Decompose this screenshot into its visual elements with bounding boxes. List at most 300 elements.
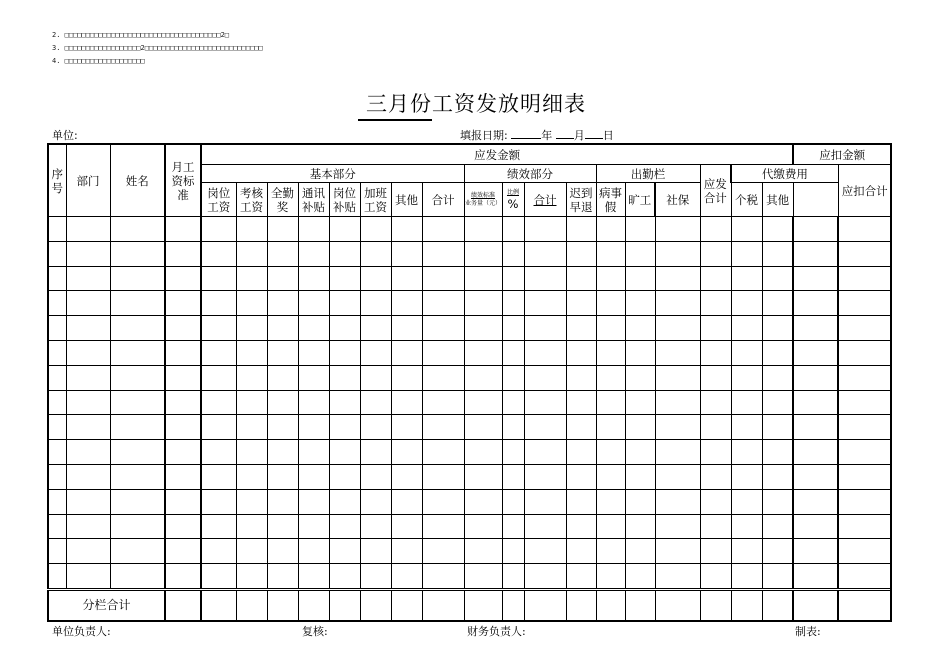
table-cell[interactable]: [391, 291, 422, 316]
summary-cell[interactable]: [793, 589, 838, 621]
table-cell[interactable]: [165, 316, 201, 341]
table-cell[interactable]: [596, 291, 625, 316]
table-cell[interactable]: [201, 489, 236, 514]
table-cell[interactable]: [48, 564, 66, 590]
table-cell[interactable]: [625, 564, 655, 590]
table-cell[interactable]: [422, 539, 464, 564]
table-cell[interactable]: [700, 564, 731, 590]
table-cell[interactable]: [267, 365, 298, 390]
table-cell[interactable]: [360, 489, 391, 514]
table-cell[interactable]: [48, 316, 66, 341]
table-cell[interactable]: [66, 539, 110, 564]
summary-cell[interactable]: [762, 589, 793, 621]
table-cell[interactable]: [700, 291, 731, 316]
table-cell[interactable]: [267, 514, 298, 539]
table-cell[interactable]: [625, 390, 655, 415]
table-cell[interactable]: [838, 340, 891, 365]
table-cell[interactable]: [201, 291, 236, 316]
table-cell[interactable]: [110, 539, 165, 564]
table-cell[interactable]: [267, 340, 298, 365]
table-cell[interactable]: [793, 365, 838, 390]
table-cell[interactable]: [655, 564, 700, 590]
table-cell[interactable]: [110, 291, 165, 316]
table-cell[interactable]: [66, 340, 110, 365]
table-cell[interactable]: [524, 440, 566, 465]
table-cell[interactable]: [464, 564, 502, 590]
table-cell[interactable]: [793, 241, 838, 266]
table-cell[interactable]: [700, 217, 731, 242]
table-cell[interactable]: [165, 539, 201, 564]
table-cell[interactable]: [566, 464, 596, 489]
table-cell[interactable]: [731, 440, 762, 465]
table-cell[interactable]: [329, 217, 360, 242]
table-cell[interactable]: [524, 241, 566, 266]
table-cell[interactable]: [267, 464, 298, 489]
table-cell[interactable]: [596, 316, 625, 341]
table-cell[interactable]: [298, 440, 329, 465]
table-cell[interactable]: [524, 390, 566, 415]
table-cell[interactable]: [298, 539, 329, 564]
table-cell[interactable]: [566, 241, 596, 266]
table-cell[interactable]: [110, 464, 165, 489]
table-cell[interactable]: [201, 217, 236, 242]
table-cell[interactable]: [360, 464, 391, 489]
table-cell[interactable]: [762, 489, 793, 514]
table-cell[interactable]: [391, 489, 422, 514]
table-cell[interactable]: [464, 514, 502, 539]
table-cell[interactable]: [596, 564, 625, 590]
table-cell[interactable]: [236, 415, 267, 440]
table-cell[interactable]: [524, 539, 566, 564]
table-cell[interactable]: [700, 316, 731, 341]
table-cell[interactable]: [201, 365, 236, 390]
table-cell[interactable]: [298, 266, 329, 291]
summary-cell[interactable]: [566, 589, 596, 621]
table-cell[interactable]: [524, 464, 566, 489]
table-cell[interactable]: [165, 440, 201, 465]
table-cell[interactable]: [838, 440, 891, 465]
table-cell[interactable]: [731, 266, 762, 291]
table-cell[interactable]: [464, 440, 502, 465]
table-cell[interactable]: [329, 316, 360, 341]
table-cell[interactable]: [201, 564, 236, 590]
table-cell[interactable]: [700, 365, 731, 390]
table-cell[interactable]: [731, 340, 762, 365]
table-cell[interactable]: [700, 266, 731, 291]
table-cell[interactable]: [625, 266, 655, 291]
table-cell[interactable]: [236, 340, 267, 365]
table-cell[interactable]: [655, 316, 700, 341]
table-cell[interactable]: [524, 340, 566, 365]
table-cell[interactable]: [66, 514, 110, 539]
table-cell[interactable]: [700, 539, 731, 564]
table-cell[interactable]: [524, 489, 566, 514]
table-cell[interactable]: [298, 415, 329, 440]
table-cell[interactable]: [422, 241, 464, 266]
table-cell[interactable]: [838, 489, 891, 514]
year-blank[interactable]: [511, 128, 541, 139]
table-cell[interactable]: [566, 564, 596, 590]
table-cell[interactable]: [66, 241, 110, 266]
table-cell[interactable]: [329, 365, 360, 390]
table-cell[interactable]: [793, 340, 838, 365]
table-cell[interactable]: [762, 316, 793, 341]
table-cell[interactable]: [165, 464, 201, 489]
table-cell[interactable]: [838, 365, 891, 390]
table-cell[interactable]: [165, 291, 201, 316]
table-cell[interactable]: [329, 390, 360, 415]
table-cell[interactable]: [422, 316, 464, 341]
table-cell[interactable]: [464, 464, 502, 489]
table-cell[interactable]: [566, 489, 596, 514]
summary-cell[interactable]: [625, 589, 655, 621]
table-cell[interactable]: [391, 440, 422, 465]
table-cell[interactable]: [391, 415, 422, 440]
table-cell[interactable]: [110, 217, 165, 242]
table-cell[interactable]: [793, 489, 838, 514]
table-cell[interactable]: [391, 539, 422, 564]
table-cell[interactable]: [464, 539, 502, 564]
table-cell[interactable]: [236, 217, 267, 242]
table-cell[interactable]: [731, 390, 762, 415]
table-cell[interactable]: [267, 415, 298, 440]
table-cell[interactable]: [66, 266, 110, 291]
summary-cell[interactable]: [267, 589, 298, 621]
table-cell[interactable]: [762, 415, 793, 440]
table-cell[interactable]: [502, 291, 524, 316]
table-cell[interactable]: [110, 316, 165, 341]
table-cell[interactable]: [502, 266, 524, 291]
table-cell[interactable]: [329, 489, 360, 514]
table-cell[interactable]: [700, 514, 731, 539]
table-cell[interactable]: [700, 440, 731, 465]
table-cell[interactable]: [360, 440, 391, 465]
table-cell[interactable]: [236, 241, 267, 266]
table-cell[interactable]: [502, 539, 524, 564]
table-cell[interactable]: [165, 415, 201, 440]
table-cell[interactable]: [762, 539, 793, 564]
table-cell[interactable]: [360, 365, 391, 390]
table-cell[interactable]: [422, 440, 464, 465]
table-cell[interactable]: [360, 291, 391, 316]
summary-cell[interactable]: [201, 589, 236, 621]
table-cell[interactable]: [838, 217, 891, 242]
table-cell[interactable]: [391, 266, 422, 291]
table-cell[interactable]: [502, 340, 524, 365]
table-cell[interactable]: [236, 514, 267, 539]
table-cell[interactable]: [762, 266, 793, 291]
table-cell[interactable]: [422, 291, 464, 316]
table-cell[interactable]: [464, 489, 502, 514]
table-cell[interactable]: [236, 316, 267, 341]
table-cell[interactable]: [731, 464, 762, 489]
table-cell[interactable]: [655, 241, 700, 266]
table-cell[interactable]: [110, 514, 165, 539]
table-cell[interactable]: [838, 291, 891, 316]
table-cell[interactable]: [596, 489, 625, 514]
table-cell[interactable]: [700, 489, 731, 514]
day-blank[interactable]: [585, 128, 603, 139]
table-cell[interactable]: [464, 266, 502, 291]
table-cell[interactable]: [596, 539, 625, 564]
table-cell[interactable]: [838, 415, 891, 440]
table-cell[interactable]: [48, 266, 66, 291]
table-cell[interactable]: [236, 266, 267, 291]
table-cell[interactable]: [48, 440, 66, 465]
table-cell[interactable]: [201, 241, 236, 266]
table-cell[interactable]: [464, 316, 502, 341]
table-cell[interactable]: [329, 440, 360, 465]
table-cell[interactable]: [762, 564, 793, 590]
table-cell[interactable]: [165, 217, 201, 242]
table-cell[interactable]: [48, 539, 66, 564]
summary-cell[interactable]: [700, 589, 731, 621]
table-cell[interactable]: [391, 390, 422, 415]
table-cell[interactable]: [110, 390, 165, 415]
summary-cell[interactable]: [655, 589, 700, 621]
table-cell[interactable]: [762, 390, 793, 415]
table-cell[interactable]: [566, 316, 596, 341]
table-cell[interactable]: [165, 390, 201, 415]
table-cell[interactable]: [502, 514, 524, 539]
table-cell[interactable]: [762, 291, 793, 316]
table-cell[interactable]: [201, 415, 236, 440]
table-cell[interactable]: [267, 489, 298, 514]
table-cell[interactable]: [298, 464, 329, 489]
table-cell[interactable]: [502, 464, 524, 489]
table-cell[interactable]: [422, 464, 464, 489]
table-cell[interactable]: [596, 217, 625, 242]
table-cell[interactable]: [625, 489, 655, 514]
table-cell[interactable]: [731, 489, 762, 514]
table-cell[interactable]: [625, 514, 655, 539]
table-cell[interactable]: [298, 241, 329, 266]
table-cell[interactable]: [502, 365, 524, 390]
table-cell[interactable]: [731, 514, 762, 539]
table-cell[interactable]: [267, 539, 298, 564]
table-cell[interactable]: [66, 291, 110, 316]
summary-cell[interactable]: [596, 589, 625, 621]
table-cell[interactable]: [329, 464, 360, 489]
table-cell[interactable]: [838, 464, 891, 489]
table-cell[interactable]: [566, 365, 596, 390]
table-cell[interactable]: [566, 266, 596, 291]
table-cell[interactable]: [655, 365, 700, 390]
table-cell[interactable]: [165, 489, 201, 514]
table-cell[interactable]: [236, 564, 267, 590]
table-cell[interactable]: [731, 217, 762, 242]
table-cell[interactable]: [655, 415, 700, 440]
table-cell[interactable]: [165, 365, 201, 390]
table-cell[interactable]: [524, 316, 566, 341]
table-cell[interactable]: [66, 464, 110, 489]
table-cell[interactable]: [236, 489, 267, 514]
table-cell[interactable]: [391, 564, 422, 590]
table-cell[interactable]: [464, 390, 502, 415]
table-cell[interactable]: [566, 514, 596, 539]
table-cell[interactable]: [360, 514, 391, 539]
table-cell[interactable]: [502, 390, 524, 415]
table-cell[interactable]: [267, 564, 298, 590]
table-cell[interactable]: [298, 489, 329, 514]
table-cell[interactable]: [391, 365, 422, 390]
table-cell[interactable]: [165, 340, 201, 365]
table-cell[interactable]: [360, 340, 391, 365]
table-cell[interactable]: [731, 564, 762, 590]
table-cell[interactable]: [793, 266, 838, 291]
table-cell[interactable]: [298, 514, 329, 539]
table-cell[interactable]: [464, 365, 502, 390]
table-cell[interactable]: [201, 390, 236, 415]
table-cell[interactable]: [236, 291, 267, 316]
table-cell[interactable]: [422, 365, 464, 390]
table-cell[interactable]: [48, 489, 66, 514]
table-cell[interactable]: [110, 489, 165, 514]
table-cell[interactable]: [66, 316, 110, 341]
table-cell[interactable]: [700, 415, 731, 440]
table-cell[interactable]: [329, 291, 360, 316]
table-cell[interactable]: [464, 291, 502, 316]
table-cell[interactable]: [731, 415, 762, 440]
table-cell[interactable]: [360, 266, 391, 291]
table-cell[interactable]: [566, 539, 596, 564]
table-cell[interactable]: [566, 440, 596, 465]
table-cell[interactable]: [360, 316, 391, 341]
table-cell[interactable]: [66, 217, 110, 242]
table-cell[interactable]: [838, 539, 891, 564]
table-cell[interactable]: [596, 340, 625, 365]
table-cell[interactable]: [566, 217, 596, 242]
table-cell[interactable]: [524, 564, 566, 590]
table-cell[interactable]: [566, 415, 596, 440]
table-cell[interactable]: [625, 217, 655, 242]
table-cell[interactable]: [793, 539, 838, 564]
summary-cell[interactable]: [329, 589, 360, 621]
table-cell[interactable]: [793, 390, 838, 415]
table-cell[interactable]: [731, 365, 762, 390]
table-cell[interactable]: [66, 415, 110, 440]
table-cell[interactable]: [267, 316, 298, 341]
summary-cell[interactable]: [360, 589, 391, 621]
table-cell[interactable]: [655, 340, 700, 365]
table-cell[interactable]: [422, 489, 464, 514]
table-cell[interactable]: [165, 514, 201, 539]
table-cell[interactable]: [110, 340, 165, 365]
table-cell[interactable]: [700, 340, 731, 365]
table-cell[interactable]: [838, 241, 891, 266]
table-cell[interactable]: [655, 390, 700, 415]
table-cell[interactable]: [298, 316, 329, 341]
table-cell[interactable]: [236, 390, 267, 415]
table-cell[interactable]: [762, 514, 793, 539]
table-cell[interactable]: [391, 217, 422, 242]
table-cell[interactable]: [66, 390, 110, 415]
table-cell[interactable]: [236, 365, 267, 390]
table-cell[interactable]: [502, 316, 524, 341]
summary-cell[interactable]: [391, 589, 422, 621]
table-cell[interactable]: [596, 514, 625, 539]
table-cell[interactable]: [655, 489, 700, 514]
table-cell[interactable]: [165, 564, 201, 590]
table-cell[interactable]: [201, 539, 236, 564]
table-cell[interactable]: [596, 241, 625, 266]
table-cell[interactable]: [360, 217, 391, 242]
summary-cell[interactable]: [524, 589, 566, 621]
table-cell[interactable]: [762, 365, 793, 390]
table-cell[interactable]: [596, 464, 625, 489]
table-cell[interactable]: [360, 415, 391, 440]
table-cell[interactable]: [731, 241, 762, 266]
table-cell[interactable]: [596, 415, 625, 440]
table-cell[interactable]: [360, 390, 391, 415]
table-cell[interactable]: [524, 514, 566, 539]
table-cell[interactable]: [329, 539, 360, 564]
table-cell[interactable]: [524, 415, 566, 440]
summary-cell[interactable]: [838, 589, 891, 621]
table-cell[interactable]: [201, 340, 236, 365]
table-cell[interactable]: [329, 564, 360, 590]
table-cell[interactable]: [596, 365, 625, 390]
table-cell[interactable]: [502, 241, 524, 266]
table-cell[interactable]: [66, 489, 110, 514]
summary-cell[interactable]: [298, 589, 329, 621]
table-cell[interactable]: [655, 539, 700, 564]
table-cell[interactable]: [731, 539, 762, 564]
table-cell[interactable]: [110, 440, 165, 465]
table-cell[interactable]: [48, 340, 66, 365]
table-cell[interactable]: [422, 514, 464, 539]
summary-cell[interactable]: [464, 589, 502, 621]
table-cell[interactable]: [793, 514, 838, 539]
table-cell[interactable]: [502, 564, 524, 590]
table-cell[interactable]: [48, 241, 66, 266]
table-cell[interactable]: [201, 316, 236, 341]
table-cell[interactable]: [793, 291, 838, 316]
month-blank[interactable]: [556, 128, 574, 139]
table-cell[interactable]: [329, 415, 360, 440]
table-cell[interactable]: [596, 440, 625, 465]
table-cell[interactable]: [524, 266, 566, 291]
table-cell[interactable]: [655, 217, 700, 242]
table-cell[interactable]: [596, 266, 625, 291]
table-cell[interactable]: [700, 390, 731, 415]
table-cell[interactable]: [422, 564, 464, 590]
table-cell[interactable]: [391, 340, 422, 365]
table-cell[interactable]: [329, 266, 360, 291]
table-cell[interactable]: [793, 464, 838, 489]
table-cell[interactable]: [524, 217, 566, 242]
table-cell[interactable]: [48, 291, 66, 316]
table-cell[interactable]: [838, 266, 891, 291]
table-cell[interactable]: [464, 340, 502, 365]
table-cell[interactable]: [625, 365, 655, 390]
table-cell[interactable]: [360, 539, 391, 564]
table-cell[interactable]: [502, 489, 524, 514]
table-cell[interactable]: [165, 241, 201, 266]
table-cell[interactable]: [236, 539, 267, 564]
table-cell[interactable]: [566, 390, 596, 415]
table-cell[interactable]: [298, 564, 329, 590]
table-cell[interactable]: [391, 514, 422, 539]
table-cell[interactable]: [48, 514, 66, 539]
table-cell[interactable]: [201, 514, 236, 539]
table-cell[interactable]: [110, 564, 165, 590]
table-cell[interactable]: [838, 390, 891, 415]
table-cell[interactable]: [422, 340, 464, 365]
table-cell[interactable]: [391, 464, 422, 489]
table-cell[interactable]: [762, 440, 793, 465]
summary-cell[interactable]: [731, 589, 762, 621]
